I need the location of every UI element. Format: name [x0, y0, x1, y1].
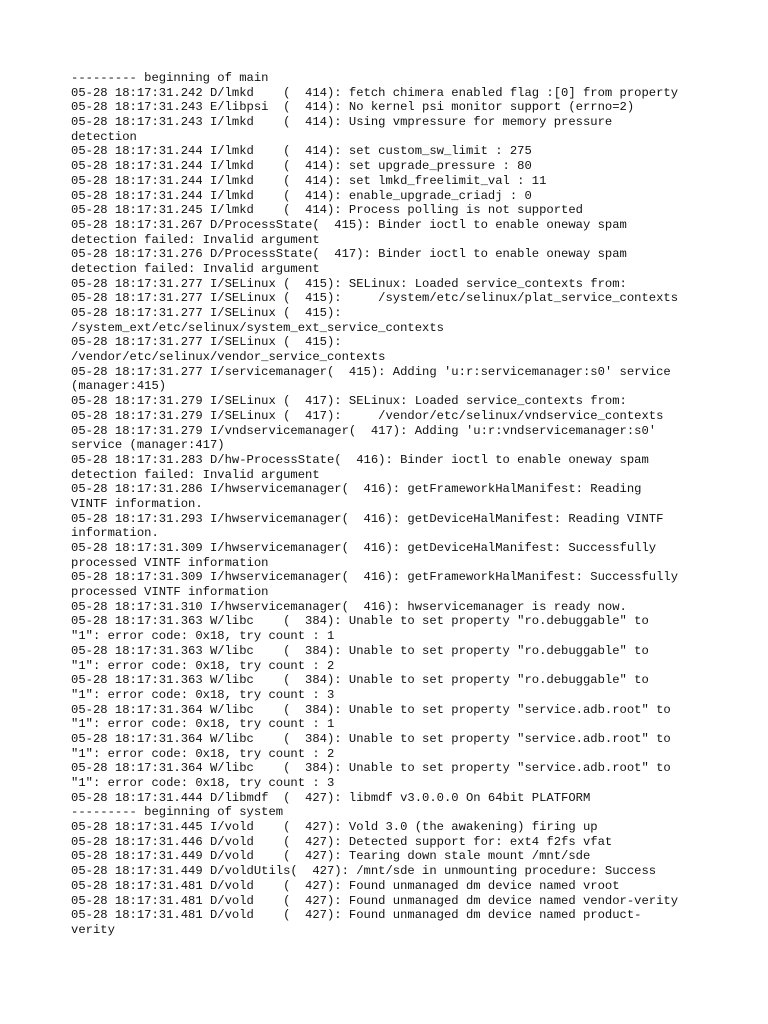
- log-line: 05-28 18:17:31.363 W/libc ( 384): Unable to set property "ro.debuggable" to: [71, 673, 649, 688]
- log-line: "1": error code: 0x18, try count : 1: [71, 717, 335, 732]
- log-line: 05-28 18:17:31.310 I/hwservicemanager( 416): hwservicemanager is ready now.: [71, 599, 627, 614]
- log-line: 05-28 18:17:31.293 I/hwservicemanager( 416): getDeviceHalManifest: Reading VINTF: [71, 511, 664, 526]
- log-line: /system_ext/etc/selinux/system_ext_service_contexts: [71, 320, 444, 335]
- log-line: 05-28 18:17:31.277 I/servicemanager( 415): Adding 'u:r:servicemanager:s0' service: [71, 364, 671, 379]
- log-line: "1": error code: 0x18, try count : 3: [71, 687, 335, 702]
- log-line: verity: [71, 922, 115, 937]
- log-line: detection failed: Invalid argument: [71, 261, 320, 276]
- log-line: (manager:415): [71, 379, 167, 394]
- log-line: 05-28 18:17:31.481 D/vold ( 427): Found unmanaged dm device named vendor-verity: [71, 893, 679, 908]
- log-line: 05-28 18:17:31.286 I/hwservicemanager( 416): getFrameworkHalManifest: Reading: [71, 482, 642, 497]
- log-line: --------- beginning of main: [71, 71, 269, 85]
- log-line: processed VINTF information: [71, 555, 269, 570]
- log-line: 05-28 18:17:31.242 D/lmkd ( 414): fetch chimera enabled flag :[0] from property: [71, 85, 679, 100]
- log-line: 05-28 18:17:31.244 I/lmkd ( 414): set lmkd_freelimit_val : 11: [71, 173, 547, 188]
- log-line: "1": error code: 0x18, try count : 1: [71, 629, 335, 644]
- log-line: 05-28 18:17:31.279 I/SELinux ( 417): SELinux: Loaded service_contexts from:: [71, 394, 627, 409]
- log-line: 05-28 18:17:31.481 D/vold ( 427): Found unmanaged dm device named vroot: [71, 878, 620, 893]
- log-line: 05-28 18:17:31.245 I/lmkd ( 414): Process polling is not supported: [71, 203, 583, 218]
- log-line: 05-28 18:17:31.279 I/vndservicemanager( 417): Adding 'u:r:vndservicemanager:s0': [71, 423, 657, 438]
- log-line: 05-28 18:17:31.279 I/SELinux ( 417): /vendor/etc/selinux/vndservice_contexts: [71, 408, 664, 423]
- log-line: 05-28 18:17:31.243 E/libpsi ( 414): No kernel psi monitor support (errno=2): [71, 100, 635, 115]
- log-line: "1": error code: 0x18, try count : 2: [71, 658, 335, 673]
- log-line: 05-28 18:17:31.244 I/lmkd ( 414): set upgrade_pressure : 80: [71, 159, 532, 174]
- log-line: 05-28 18:17:31.277 I/SELinux ( 415): /system/etc/selinux/plat_service_contexts: [71, 291, 679, 306]
- log-line: "1": error code: 0x18, try count : 2: [71, 746, 335, 761]
- log-line: 05-28 18:17:31.449 D/vold ( 427): Tearing down stale mount /mnt/sde: [71, 849, 591, 864]
- log-line: VINTF information.: [71, 496, 203, 511]
- log-line: 05-28 18:17:31.277 I/SELinux ( 415): SELinux: Loaded service_contexts from:: [71, 276, 627, 291]
- log-line: 05-28 18:17:31.244 I/lmkd ( 414): enable_upgrade_criadj : 0: [71, 188, 532, 203]
- log-line: 05-28 18:17:31.445 I/vold ( 427): Vold 3.0 (the awakening) firing up: [71, 820, 598, 835]
- log-line: service (manager:417): [71, 438, 225, 453]
- log-line: 05-28 18:17:31.481 D/vold ( 427): Found unmanaged dm device named product-: [71, 908, 642, 923]
- log-line: 05-28 18:17:31.363 W/libc ( 384): Unable to set property "ro.debuggable" to: [71, 643, 649, 658]
- log-line: detection failed: Invalid argument: [71, 467, 320, 482]
- log-line: 05-28 18:17:31.444 D/libmdf ( 427): libmdf v3.0.0.0 On 64bit PLATFORM: [71, 790, 591, 805]
- log-line: 05-28 18:17:31.244 I/lmkd ( 414): set custom_sw_limit : 275: [71, 144, 532, 159]
- log-line: 05-28 18:17:31.267 D/ProcessState( 415): Binder ioctl to enable oneway spam: [71, 217, 627, 232]
- log-line: 05-28 18:17:31.283 D/hw-ProcessState( 416): Binder ioctl to enable oneway spam: [71, 452, 649, 467]
- log-line: 05-28 18:17:31.449 D/voldUtils( 427): /mnt/sde in unmounting procedure: Success: [71, 864, 657, 879]
- log-line: 05-28 18:17:31.363 W/libc ( 384): Unable to set property "ro.debuggable" to: [71, 614, 649, 629]
- log-line: 05-28 18:17:31.277 I/SELinux ( 415):: [71, 306, 342, 320]
- log-line: --------- beginning of system: [71, 805, 284, 820]
- log-line: 05-28 18:17:31.276 D/ProcessState( 417): Binder ioctl to enable oneway spam: [71, 247, 627, 262]
- log-line: 05-28 18:17:31.243 I/lmkd ( 414): Using vmpressure for memory pressure: [71, 115, 613, 130]
- log-line: /vendor/etc/selinux/vendor_service_contexts: [71, 350, 386, 365]
- log-line: 05-28 18:17:31.309 I/hwservicemanager( 416): getFrameworkHalManifest: Successfully: [71, 570, 679, 585]
- log-line: "1": error code: 0x18, try count : 3: [71, 776, 335, 790]
- log-line: 05-28 18:17:31.364 W/libc ( 384): Unable to set property "service.adb.root" to: [71, 761, 671, 776]
- log-document: [71, 71, 711, 938]
- log-line: 05-28 18:17:31.364 W/libc ( 384): Unable to set property "service.adb.root" to: [71, 702, 671, 717]
- log-line: 05-28 18:17:31.364 W/libc ( 384): Unable to set property "service.adb.root" to: [71, 731, 671, 746]
- log-line: 05-28 18:17:31.277 I/SELinux ( 415):: [71, 335, 342, 350]
- log-line: 05-28 18:17:31.309 I/hwservicemanager( 416): getDeviceHalManifest: Successfully: [71, 541, 657, 555]
- log-line: 05-28 18:17:31.446 D/vold ( 427): Detected support for: ext4 f2fs vfat: [71, 834, 613, 849]
- log-line: processed VINTF information: [71, 585, 269, 600]
- log-line: information.: [71, 526, 159, 541]
- log-line: detection failed: Invalid argument: [71, 232, 320, 247]
- log-line: detection: [71, 129, 137, 144]
